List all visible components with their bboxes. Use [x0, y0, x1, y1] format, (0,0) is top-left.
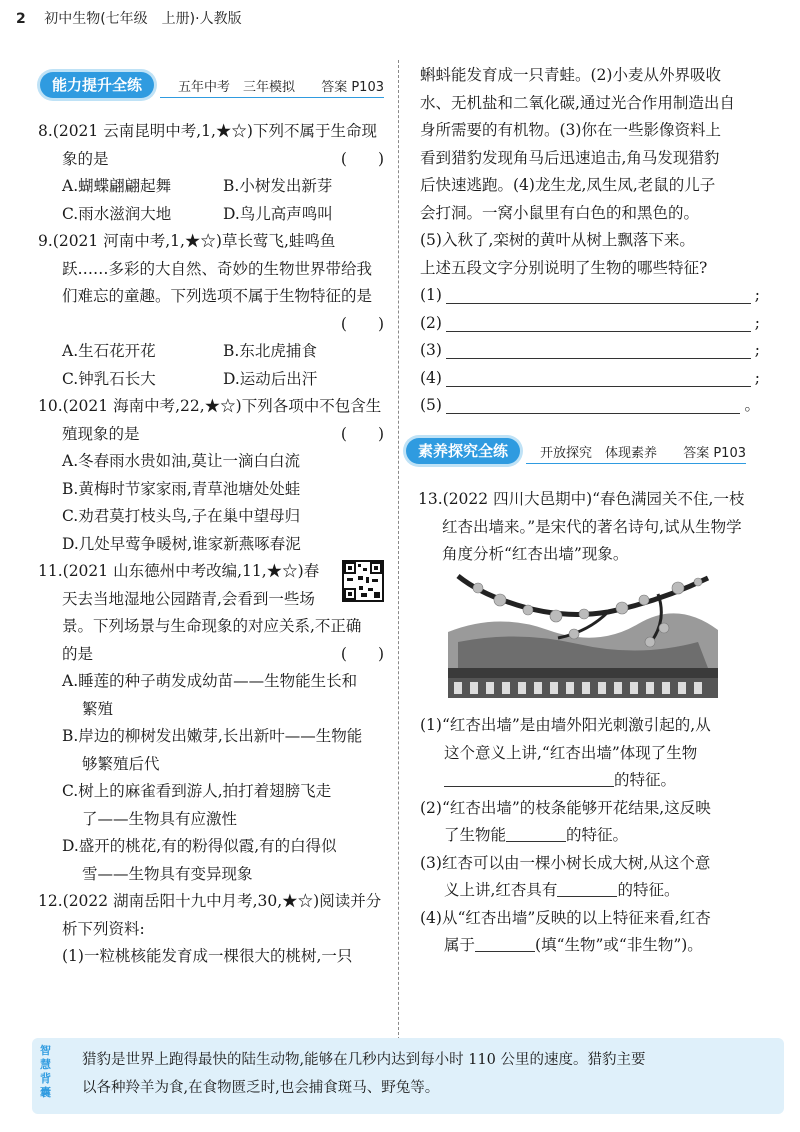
q13-sub2: (2)“红杏出墙”的枝条能够开花结果,这反映 — [420, 798, 711, 817]
answer-paren: ( ) — [340, 424, 384, 443]
q13-stem-cont: 角度分析“红杏出墙”现象。 — [442, 545, 629, 563]
q13-sub3-cont[interactable]: 义上讲,红杏具有 的特征。 — [444, 881, 680, 899]
book-title: 初中生物(七年级 上册)·人教版 — [44, 11, 242, 27]
q11-stem-cont: 天去当地湿地公园踏青,会看到一些场 — [62, 589, 315, 608]
section-subtitle: 五年中考 三年模拟 — [178, 80, 296, 95]
q13-stem-block — [418, 486, 762, 569]
answer-ref: 答案 P103 — [321, 80, 384, 95]
qr-code-icon[interactable] — [342, 560, 384, 602]
q10-option-b: B.黄梅时节家家雨,青草池塘处处蛙 — [62, 479, 301, 498]
q11-option-c: C.树上的麻雀看到游人,拍打着翅膀飞走 — [62, 782, 332, 800]
q12-material-1: (1)一粒桃核能发育成一棵很大的桃树,一只 — [62, 947, 353, 965]
q11-option-d-cont: 雪——生物具有变异现象 — [82, 864, 253, 883]
answer-blank-5[interactable]: (5) 。 — [420, 396, 760, 414]
q10-option-c: C.劝君莫打枝头鸟,子在巢中望母归 — [62, 507, 301, 525]
q11-option-a-cont: 繁殖 — [82, 699, 114, 718]
fill-blank[interactable] — [557, 880, 617, 897]
q10-option-d: D.几处早莺争暖树,谁家新燕啄春泥 — [62, 534, 301, 553]
q12-stem-cont: 析下列资料: — [62, 919, 145, 938]
q10-option-a: A.冬春雨水贵如油,莫让一滴白白流 — [62, 452, 301, 470]
answer-paren: ( ) — [340, 644, 384, 663]
fill-blank[interactable] — [444, 770, 614, 787]
q9-stem: 9.(2021 河南中考,1,★☆)草长莺飞,蛙鸣鱼 — [38, 232, 336, 250]
q11-stem-cont: 景。下列场景与生命现象的对应关系,不正确 — [62, 617, 362, 635]
q13-stem: 13.(2022 四川大邑期中)“春色满园关不住,一枝 — [418, 490, 745, 508]
q10-stem-cont: 殖现象的是 ( ) — [38, 421, 384, 449]
q11-option-b: B.岸边的柳树发出嫩芽,长出新叶——生物能 — [62, 727, 363, 745]
answer-blank-4[interactable]: (4) ; — [420, 368, 760, 387]
section-label: 素养探究全练 — [406, 438, 520, 464]
page-number: 2 — [16, 11, 26, 27]
q11-option-a: A.睡莲的种子萌发成幼苗——生物能生长和 — [62, 672, 358, 690]
q9-stem-cont: 跃……多彩的大自然、奇妙的生物世界带给我 — [62, 259, 373, 278]
section-subtitle: 开放探究 体现素养 — [540, 446, 658, 461]
tip-line: 以各种羚羊为食,在食物匮乏时,也会捕食斑马、野兔等。 — [82, 1080, 440, 1096]
q9-stem-cont: 们难忘的童趣。下列选项不属于生物特征的是 — [62, 287, 373, 305]
q8-options-cd: C.雨水滋润大地 D.鸟儿高声鸣叫 — [62, 204, 333, 223]
q12-material-cont: 水、无机盐和二氧化碳,通过光合作用制造出自 — [420, 93, 735, 112]
q13-subquestions — [420, 712, 764, 960]
q12-material-cont: 蝌蚪能发育成一只青蛙。(2)小麦从外界吸收 — [420, 66, 721, 84]
section-banner-literacy — [406, 438, 746, 464]
apricot-wall-illustration — [438, 572, 718, 700]
q13-sub1-cont: 这个意义上讲,“红杏出墙”体现了生物 — [444, 743, 698, 762]
page-header — [16, 8, 242, 28]
q12-material-cont: 身所需要的有机物。(3)你在一些影像资料上 — [420, 121, 721, 139]
q13-sub4: (4)从“红杏出墙”反映的以上特征来看,红杏 — [420, 908, 711, 927]
q8-stem-cont: 象的是 ( ) — [38, 146, 384, 174]
section-label: 能力提升全练 — [40, 72, 154, 98]
fill-blank[interactable] — [506, 825, 566, 842]
q11-option-b-cont: 够繁殖后代 — [82, 754, 160, 773]
q9-options-cd: C.钟乳石长大 D.运动后出汗 — [62, 369, 318, 388]
q12-material-cont: 后快速逃跑。(4)龙生龙,凤生凤,老鼠的儿子 — [420, 176, 716, 194]
answer-paren: ( ) — [340, 149, 384, 168]
banner-rule — [526, 463, 746, 464]
q11-option-c-cont: 了——生物具有应激性 — [82, 809, 238, 828]
q10-stem: 10.(2021 海南中考,22,★☆)下列各项中不包含生 — [38, 397, 382, 415]
q8-stem: 8.(2021 云南昆明中考,1,★☆)下列不属于生命现 — [38, 122, 377, 140]
answer-blank-1[interactable]: (1) ; — [420, 286, 760, 304]
q8-options-ab: A.蝴蝶翩翩起舞 B.小树发出新芽 — [62, 177, 333, 195]
q12-material-cont: 会打洞。一窝小鼠里有白色的和黑色的。 — [420, 203, 700, 222]
q9-options-ab: A.生石花开花 B.东北虎捕食 — [62, 342, 317, 360]
answer-paren: ( ) — [340, 314, 384, 333]
q13-stem-cont: 红杏出墙来。”是宋代的著名诗句,试从生物学 — [442, 517, 742, 536]
q12-question: 上述五段文字分别说明了生物的哪些特征? — [420, 258, 708, 277]
q12-stem: 12.(2022 湖南岳阳十九中月考,30,★☆)阅读并分 — [38, 892, 382, 910]
q9-paren-line — [38, 311, 384, 339]
left-column — [38, 118, 384, 971]
q13-sub4-cont[interactable]: 属于 (填“生物”或“非生物”)。 — [444, 936, 703, 954]
wisdom-tip-box — [32, 1038, 784, 1114]
right-column-top — [420, 62, 760, 420]
fill-blank[interactable] — [475, 935, 535, 952]
q13-sub1-blank-line[interactable]: 的特征。 — [420, 767, 764, 795]
q13-sub3: (3)红杏可以由一棵小树长成大树,从这个意 — [420, 853, 711, 872]
tip-line: 猎豹是世界上跑得最快的陆生动物,能够在几秒内达到每小时 110 公里的速度。猎豹主要 — [82, 1052, 646, 1068]
q11-option-d: D.盛开的桃花,有的粉得似霞,有的白得似 — [62, 837, 337, 855]
q12-material-cont: 看到猎豹发现角马后迅速追击,角马发现猎豹 — [420, 148, 720, 167]
answer-ref: 答案 P103 — [683, 446, 746, 461]
answer-blank-3[interactable]: (3) ; — [420, 341, 760, 359]
answer-blank-2[interactable]: (2) ; — [420, 313, 760, 332]
q12-material-cont: (5)入秋了,栾树的黄叶从树上飘落下来。 — [420, 231, 695, 249]
q11-stem-cont: 的是 ( ) — [38, 641, 384, 669]
tip-text — [82, 1046, 770, 1102]
q13-sub2-cont[interactable]: 了生物能 的特征。 — [444, 826, 629, 844]
section-banner-ability — [40, 72, 384, 98]
q13-sub1: (1)“红杏出墙”是由墙外阳光刺激引起的,从 — [420, 716, 711, 734]
banner-rule — [160, 97, 384, 98]
tip-tag: 智慧背囊 — [40, 1044, 51, 1099]
q11-stem: 11.(2021 山东德州中考改编,11,★☆)春 — [38, 562, 320, 580]
column-divider — [398, 60, 399, 1060]
